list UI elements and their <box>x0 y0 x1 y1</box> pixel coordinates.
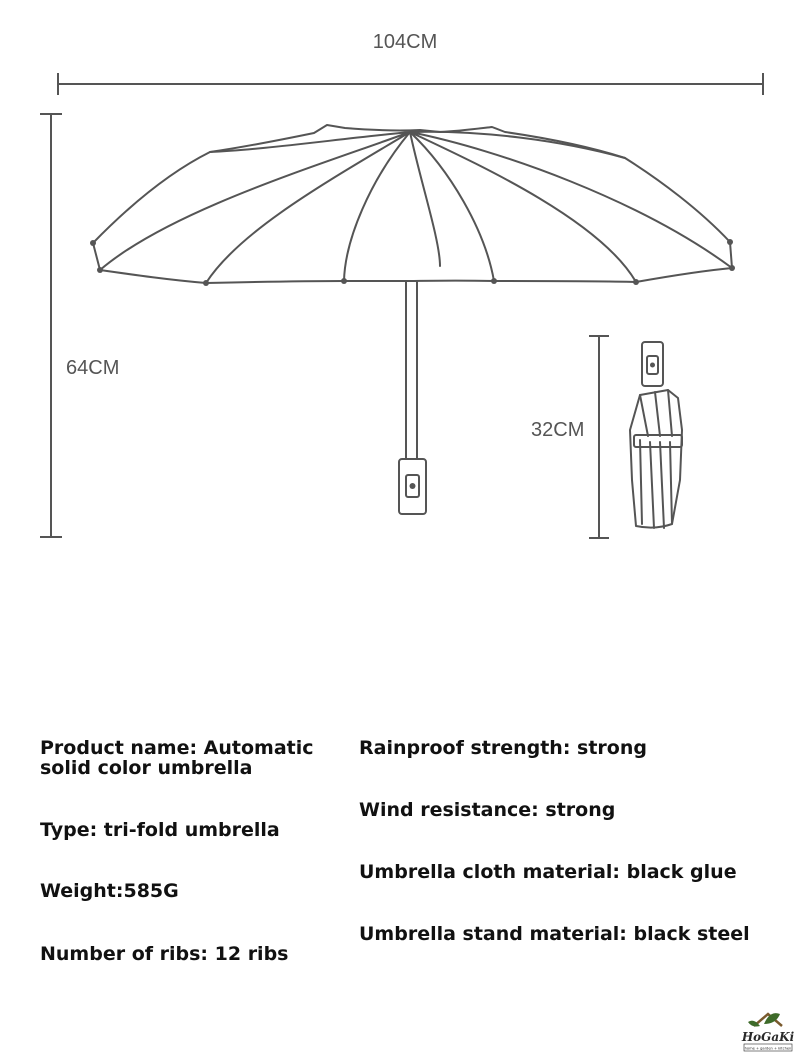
width-label: 104CM <box>372 31 438 53</box>
spec-type: Type: tri-fold umbrella <box>40 819 280 841</box>
brand-logo <box>740 1004 796 1056</box>
spec-cloth-material: Umbrella cloth material: black glue <box>359 861 737 883</box>
folded-length-dimension-line <box>589 336 609 538</box>
height-dimension-line <box>40 114 62 537</box>
open-umbrella-icon <box>90 125 735 514</box>
logo-tagline: home + garden + kitchen <box>744 1046 792 1051</box>
folded-canopy <box>630 390 682 528</box>
spec-stand-material: Umbrella stand material: black steel <box>359 923 750 945</box>
folded-strap <box>634 435 682 447</box>
folded-umbrella-icon <box>630 342 682 528</box>
spec-wind-resistance: Wind resistance: strong <box>359 799 616 821</box>
logo-brand-text: HoGaKi <box>741 1030 795 1044</box>
canopy-ribs <box>100 132 732 283</box>
umbrella-shaft <box>406 281 417 459</box>
spec-rainproof: Rainproof strength: strong <box>359 737 647 759</box>
spec-product-name: Product name: Automatic solid color umbrella <box>40 737 314 779</box>
canopy-outline <box>93 125 732 283</box>
height-label: 64CM <box>66 357 120 379</box>
spec-ribs: Number of ribs: 12 ribs <box>40 943 289 965</box>
spec-weight: Weight:585G <box>40 880 179 902</box>
rib-tips <box>90 239 735 286</box>
folded-length-label: 32CM <box>531 419 585 441</box>
width-dimension-line <box>58 73 763 95</box>
